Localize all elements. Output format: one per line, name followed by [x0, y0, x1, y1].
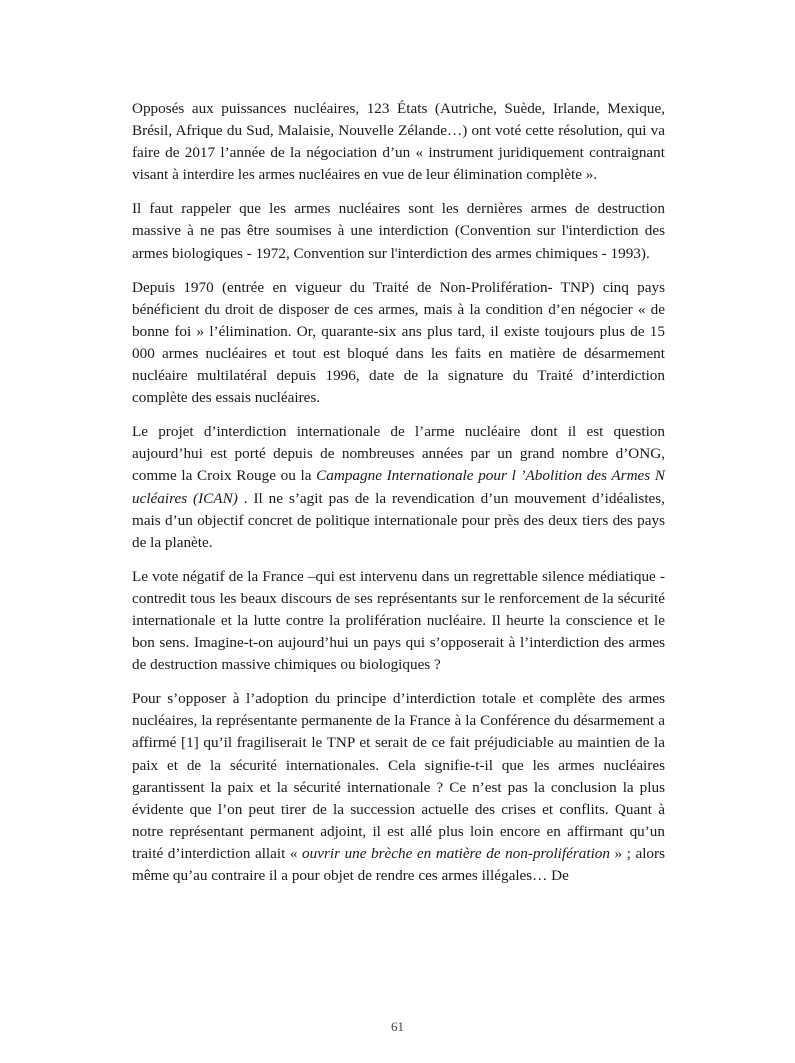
text-run: Depuis 1970 (entrée en vigueur du Traité de Non-Prolifération- TNP) cinq pays bénéficient du droit de disposer de ces armes, mais à la condition d’en négocier « de bonne foi » l’élimination. Or, quarante-six ans plus tard, il existe toujours plus de 15 000 armes nucléaires et tout est bloqué dans les faits en matière de désarmement nucléaire multilatéral depuis 1996, date de la signature du Traité d’interdiction complète des essais nucléaires.: [132, 278, 665, 407]
page-number: 61: [391, 1019, 404, 1034]
paragraph: [132, 688, 665, 887]
paragraph: [132, 566, 665, 676]
text-run: Le vote négatif de la France –qui est intervenu dans un regrettable silence médiatique - contredit tous les beaux discours de ses représentants sur le renforcement de la sécurité internationale et la lutte contre la prolifération nucléaire. Il heurte la conscience et le bon sens. Imagine-t-on aujourd’hui un pays qui s’opposerait à l’interdiction des armes de destruction massive chimiques ou biologiques ?: [132, 567, 665, 674]
text-run: » ; alors même qu’au contraire il a pour objet de rendre ces armes illégales… De: [132, 844, 665, 884]
italic-text: ouvrir une brèche en matière de non-prolifération: [302, 844, 610, 862]
text-run: Opposés aux puissances nucléaires, 123 États (Autriche, Suède, Irlande, Mexique, Brésil, Afrique du Sud, Malaisie, Nouvelle Zélande…) ont voté cette résolution, qui va faire de 2017 l’année de la négociation d’un « instrument juridiquement contraignant visant à interdire les armes nucléaires en vue de leur élimination complète ».: [132, 100, 665, 184]
text-run: . Il ne s’agit pas de la revendication d’un mouvement d’idéalistes, mais d’un objectif concret de politique internationale pour près des deux tiers des pays de la planète.: [132, 489, 665, 551]
paragraph: [132, 421, 665, 554]
paragraph: [132, 277, 665, 410]
text-run: Pour s’opposer à l’adoption du principe d’interdiction totale et complète des armes nucléaires, la représentante permanente de la France à la Conférence du désarmement a affirmé [1] qu’il fragiliserait le TNP et serait de ce fait préjudiciable au maintien de la paix et de la sécurité internationales. Cela signifie-t-il que les armes nucléaires garantissent la paix et la sécurité internationale ? Ce n’est pas la conclusion la plus évidente que l’on peut tirer de la succession actuelle des crises et conflits. Quant à notre représentant permanent adjoint, il est allé plus loin encore en affirmant qu’un traité d’interdiction allait «: [132, 690, 665, 862]
text-run: Le projet d’interdiction internationale de l’arme nucléaire dont il est question aujourd’hui est porté depuis de nombreuses années par un grand nombre d’ONG, comme la Croix Rouge ou la: [132, 423, 665, 485]
body-text: [132, 98, 665, 899]
text-run: Il faut rappeler que les armes nucléaires sont les dernières armes de destruction massive à ne pas être soumises à une interdiction (Convention sur l'interdiction des armes biologiques - 1972, Convention sur l'interdiction des armes chimiques - 1993).: [132, 200, 665, 262]
paragraph: [132, 198, 665, 264]
paragraph: [132, 98, 665, 186]
italic-text: Campagne Internationale pour l ’Abolition des Armes N ucléaires (ICAN): [132, 467, 665, 507]
